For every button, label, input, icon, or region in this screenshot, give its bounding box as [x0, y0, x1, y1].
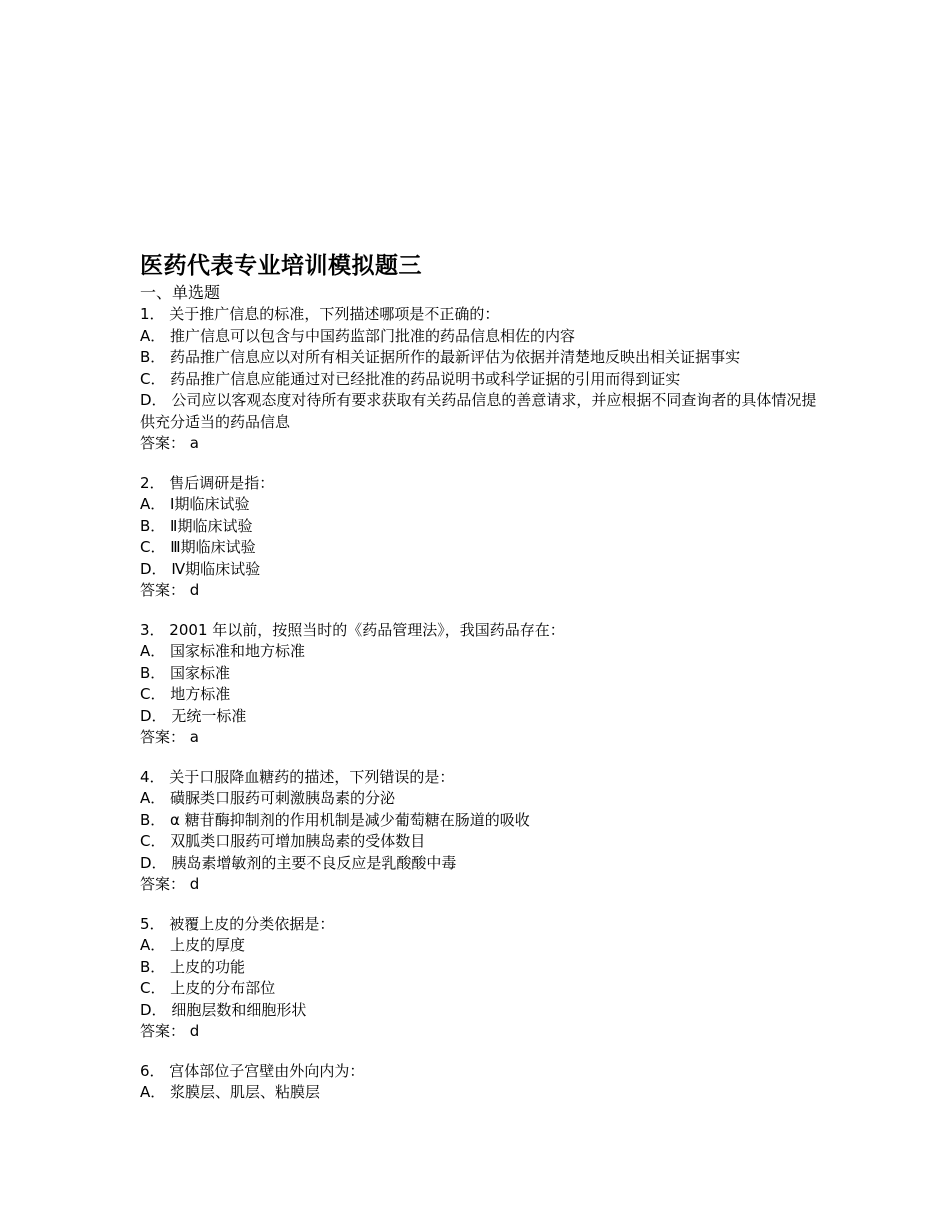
option-b: B． 药品推广信息应以对所有相关证据所作的最新评估为依据并清楚地反映出相关证据事实 — [140, 348, 741, 366]
document-title: 医药代表专业培训模拟题三 — [140, 253, 422, 279]
question-stem: 3． 2001 年以前，按照当时的《药品管理法》，我国药品存在： — [140, 620, 565, 639]
answer: 答案： a — [140, 728, 199, 746]
document-page — [140, 250, 830, 1122]
question-2 — [140, 473, 830, 602]
question-6 — [140, 1061, 830, 1104]
option-b: B． Ⅱ期临床试验 — [140, 516, 253, 535]
answer: 答案： d — [140, 1022, 200, 1040]
option-c: C． 上皮的分布部位 — [140, 979, 276, 997]
question-stem: 6． 宫体部位子宫壁由外向内为： — [140, 1061, 365, 1080]
section-heading: 一、单选题 — [140, 283, 221, 302]
option-a: A． 国家标准和地方标准 — [140, 642, 306, 660]
answer: 答案： d — [140, 581, 200, 599]
question-stem: 4． 关于口服降血糖药的描述，下列错误的是： — [140, 767, 455, 786]
option-d: D． 无统一标准 — [140, 706, 247, 725]
option-c: C． 双胍类口服药可增加胰岛素的受体数目 — [140, 832, 426, 850]
question-stem: 2． 售后调研是指： — [140, 473, 275, 492]
option-b: B． α 糖苷酶抑制剂的作用机制是减少葡萄糖在肠道的吸收 — [140, 810, 530, 829]
question-stem: 5． 被覆上皮的分类依据是： — [140, 914, 335, 933]
option-d: D． 胰岛素增敏剂的主要不良反应是乳酸酸中毒 — [140, 853, 457, 872]
question-4 — [140, 767, 830, 896]
option-b: B． 国家标准 — [140, 663, 231, 682]
option-b: B． 上皮的功能 — [140, 957, 246, 976]
option-d: D． 细胞层数和细胞形状 — [140, 1000, 307, 1019]
question-5 — [140, 914, 830, 1043]
question-1 — [140, 304, 830, 455]
option-a: A． 推广信息可以包含与中国药监部门批准的药品信息相佐的内容 — [140, 326, 576, 345]
question-stem: 1． 关于推广信息的标准，下列描述哪项是不正确的： — [140, 305, 500, 323]
answer: 答案： d — [140, 875, 200, 893]
option-a: A． 浆膜层、肌层、粘膜层 — [140, 1083, 321, 1101]
option-c: C． Ⅲ期临床试验 — [140, 538, 256, 556]
option-d: D． Ⅳ期临床试验 — [140, 559, 261, 578]
option-a: A． Ⅰ期临床试验 — [140, 495, 250, 513]
answer: 答案： a — [140, 434, 199, 452]
option-a: A． 上皮的厚度 — [140, 936, 246, 954]
option-d: D． 公司应以客观态度对待所有要求获取有关药品信息的善意请求，并应根据不同查询者的具体情况提供充分适当的药品信息 — [140, 391, 817, 431]
option-a: A． 磺脲类口服药可刺激胰岛素的分泌 — [140, 789, 396, 807]
option-c: C． 药品推广信息应能通过对已经批准的药品说明书或科学证据的引用而得到证实 — [140, 369, 681, 388]
question-3 — [140, 620, 830, 749]
option-c: C． 地方标准 — [140, 685, 231, 703]
